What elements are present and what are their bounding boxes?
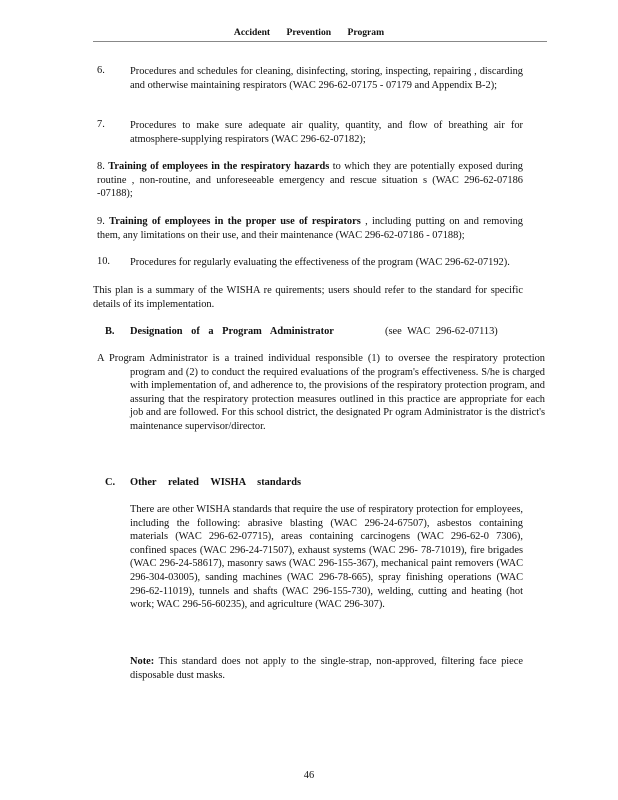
- item-9-number: 9.: [97, 216, 105, 227]
- section-c-heading: Other related WISHA standards: [130, 477, 302, 488]
- item-8-lead: Training of employees in the respiratory hazards: [108, 161, 330, 172]
- item-8-text: to which they are potentially exposed during routine , non-routine, and unforeseeable emergency and rescue situation s (WAC 296-62-07186 -07188);: [97, 161, 523, 200]
- section-b-letter: B.: [105, 326, 115, 337]
- note-text: This standard does not apply to the single-strap, non-approved, filtering face piece disposable dust masks.: [130, 656, 523, 681]
- section-b-heading: Designation of a Program Administrator: [130, 326, 334, 337]
- item-6-text: Procedures and schedules for cleaning, disinfecting, storing, inspecting, repairing , discarding and otherwise maintaining respirators (WAC 296-62-07175 - 07179 and Appendix B-2);: [130, 66, 523, 91]
- item-7-text: Procedures to make sure adequate air quality, quantity, and flow of breathing air for atmosphere-supplying respirators (WAC 296-62-07182);: [130, 120, 523, 145]
- section-b-reference: (see WAC 296-62-07113): [385, 326, 498, 337]
- note-label: Note:: [130, 656, 155, 667]
- item-8-number: 8.: [97, 161, 105, 172]
- item-8: [97, 160, 523, 201]
- page-number: 46: [303, 770, 315, 781]
- item-10-number: 10.: [97, 256, 110, 267]
- item-7-number: 7.: [97, 119, 105, 130]
- item-10-text: Procedures for regularly evaluating the effectiveness of the program (WAC 296-62-07192).: [130, 257, 510, 268]
- item-9-text: , including putting on and removing them, any limitations on their use, and their maintenance (WAC 296-62-07186 - 07188);: [97, 216, 523, 241]
- page-header-title: Accident Prevention Program: [233, 27, 385, 38]
- section-b-paragraph: A Program Administrator is a trained individual responsible (1) to oversee the respiratory protection program and (2) to conduct the required evaluations of the program's effectiveness. S/he is charged with implementation of, and adherence to, the provisions of the respiratory protection program, and assuring that the respiratory protection measures outlined in this practice are appropriate for each job and are followed. For this school district, the designated Pr ogram Administrator is the district's maintenance supervisor/director.: [97, 353, 545, 432]
- item-9: [97, 215, 523, 242]
- item-6-number: 6.: [97, 65, 105, 76]
- header-rule: [93, 41, 547, 42]
- section-c-note: [130, 655, 523, 682]
- item-9-lead: Training of employees in the proper use of respirators: [109, 216, 361, 227]
- section-c-paragraph: There are other WISHA standards that require the use of respiratory protection for employees, including the following: abrasive blasting (WAC 296-24-67507), asbestos containing materials (WAC 296-62-07715), areas containing carcinogens (WAC 296-62-0 7306), confined spaces (WAC 296-24-71507), exhaust systems (WAC 296- 78-71019), fire brigades (WAC 296-24-58617), masonry saws (WAC 296-155-367), mechanical paint removers (WAC 296-304-03005), sanding machines (WAC 296-78-665), spray finishing operations (WAC 296-62-11019), tunnels and shafts (WAC 296-155-730), welding, cutting and heating (hot work; WAC 296-56-60235), and agriculture (WAC 296-307).: [130, 504, 523, 611]
- summary-paragraph: This plan is a summary of the WISHA re quirements; users should refer to the standard for specific details of its implementation.: [93, 285, 523, 310]
- section-c-letter: C.: [105, 477, 116, 488]
